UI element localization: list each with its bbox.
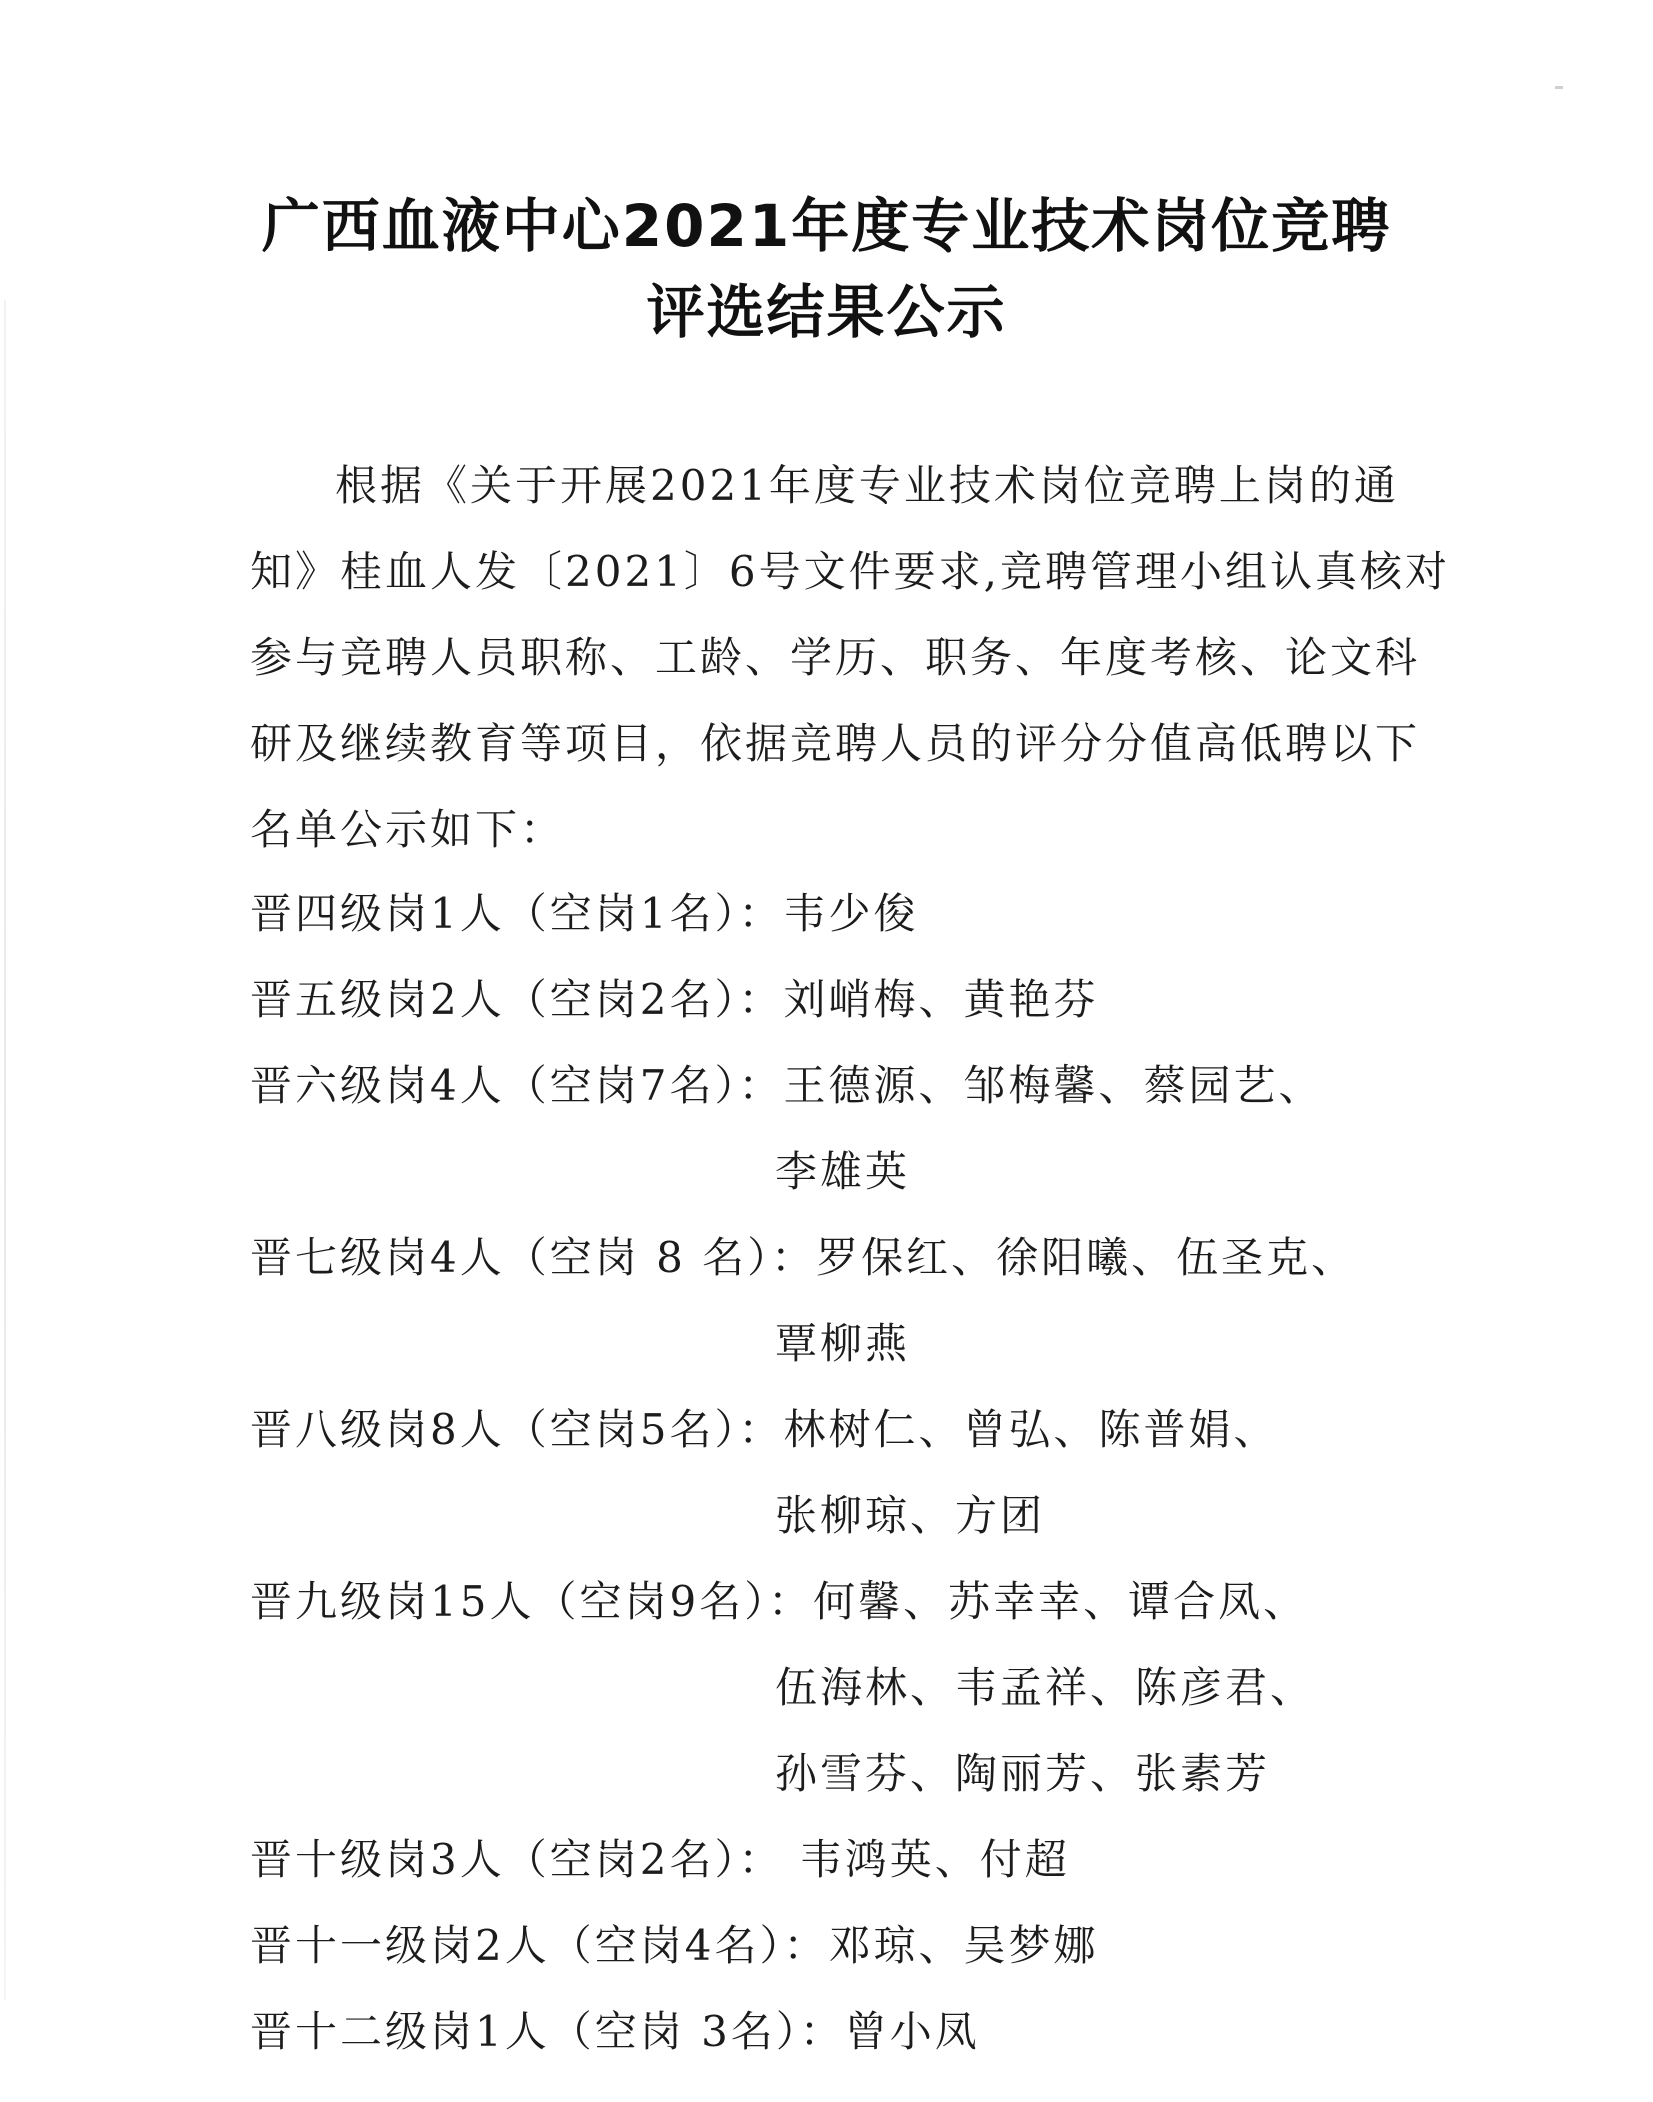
rank-row-level-4 — [250, 886, 918, 942]
paragraph-line-5: 名单公示如下： — [250, 805, 566, 854]
rank-names-continued: 李雄英 — [775, 1147, 911, 1196]
rank-row-level-10 — [250, 1832, 1070, 1888]
rank-label: 晋九级岗15人（空岗9名）： — [250, 1577, 814, 1626]
rank-label: 晋十级岗3人（空岗2名）： — [250, 1835, 784, 1884]
rank-label: 晋八级岗8人（空岗5名）： — [250, 1405, 784, 1454]
rank-label: 晋六级岗4人（空岗7名）： — [250, 1061, 784, 1110]
rank-names: 王德源、邹梅馨、蔡园艺、 — [783, 1061, 1324, 1110]
rank-label: 晋七级岗4人（空岗 8 名）： — [250, 1233, 817, 1282]
rank-label: 晋十二级岗1人（空岗 3名）： — [250, 2007, 845, 2056]
paragraph-line-3: 参与竞聘人员职称、工龄、学历、职务、年度考核、论文科 — [250, 633, 1421, 682]
rank-row-level-6 — [250, 1058, 1323, 1114]
paragraph-line-2: 知》桂血人发〔2021〕6号文件要求,竞聘管理小组认真核对 — [250, 547, 1450, 596]
rank-row-level-5 — [250, 972, 1098, 1028]
rank-names: 刘峭梅、黄艳芬 — [783, 975, 1099, 1024]
rank-row-level-7 — [250, 1230, 1356, 1286]
rank-names-continued: 伍海林、韦孟祥、陈彦君、 — [775, 1663, 1316, 1712]
rank-label: 晋四级岗1人（空岗1名）： — [250, 889, 784, 938]
rank-names: 韦少俊 — [783, 889, 919, 938]
paragraph-line-4: 研及继续教育等项目，依据竞聘人员的评分分值高低聘以下 — [250, 719, 1421, 768]
rank-names: 韦鸿英、付超 — [783, 1835, 1070, 1884]
document-title-line-2: 评选结果公示 — [646, 278, 1007, 346]
rank-names-continued: 孙雪芬、陶丽芳、张素芳 — [775, 1749, 1271, 1798]
rank-label: 晋五级岗2人（空岗2名）： — [250, 975, 784, 1024]
rank-row-level-9 — [250, 1574, 1308, 1630]
rank-row-level-8 — [250, 1402, 1278, 1458]
paragraph-line-1: 根据《关于开展2021年度专业技术岗位竞聘上岗的通 — [335, 461, 1399, 510]
rank-names: 曾小凤 — [844, 2007, 980, 2056]
scan-edge-shadow — [4, 300, 6, 2000]
rank-names-continued: 覃柳燕 — [775, 1319, 911, 1368]
rank-names: 罗保红、徐阳曦、伍圣克、 — [816, 1233, 1357, 1282]
rank-names: 林树仁、曾弘、陈普娟、 — [783, 1405, 1279, 1454]
scan-speck — [1555, 86, 1563, 89]
rank-row-level-12 — [250, 2004, 980, 2060]
rank-names: 邓琼、吴梦娜 — [828, 1921, 1099, 1970]
document-title-line-1: 广西血液中心2021年度专业技术岗位竞聘 — [261, 192, 1392, 260]
rank-names: 何馨、苏幸幸、谭合凤、 — [813, 1577, 1309, 1626]
rank-names-continued: 张柳琼、方团 — [775, 1491, 1046, 1540]
rank-label: 晋十一级岗2人（空岗4名）： — [250, 1921, 829, 1970]
rank-row-level-11 — [250, 1918, 1098, 1974]
